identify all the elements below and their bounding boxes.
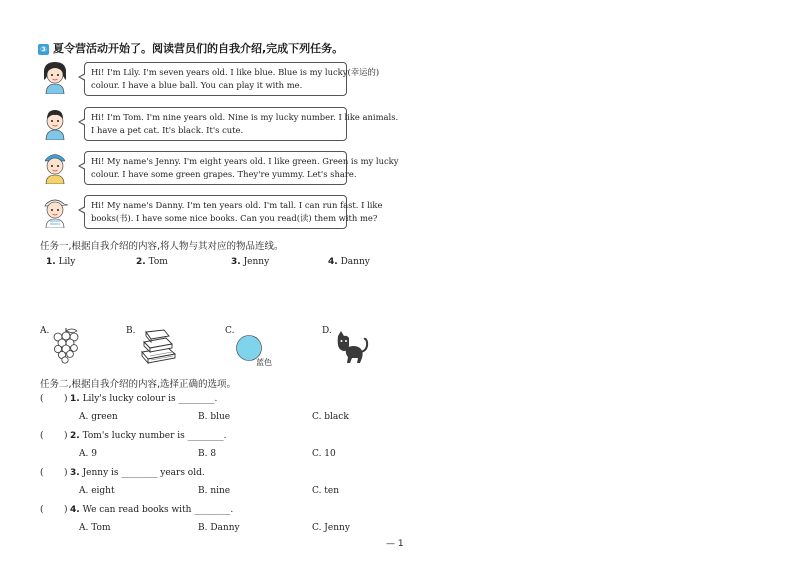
match-name-label: Jenny [243, 257, 270, 267]
lily-intro-line1: Hi! I'm Lily. I'm seven years old. I like blue. Blue is my lucky(幸运的) [91, 67, 380, 77]
q3-option-c[interactable]: C. ten [312, 486, 340, 496]
question-text: Lily's lucky colour is ________. [82, 394, 218, 404]
q4-option-b[interactable]: B. Danny [198, 523, 240, 533]
lily-intro-bubble [84, 62, 380, 96]
exercise-number-badge: ③ [38, 44, 49, 55]
jenny-intro-line1: Hi! My name's Jenny. I'm eight years old. I like green. Green is my lucky [91, 156, 399, 166]
jenny-intro-line2: colour. I have some green grapes. They're yummy. Let's share. [91, 169, 357, 179]
answer-blank-2[interactable] [48, 431, 64, 442]
item-letter-d: D. [322, 326, 332, 336]
books-icon[interactable] [138, 328, 178, 364]
answer-blank-4[interactable] [48, 505, 64, 516]
question-1 [70, 394, 217, 404]
jenny-intro-bubble [84, 151, 399, 185]
question-3 [70, 468, 205, 478]
task2-title: 任务二,根据自我介绍的内容,选择正确的选项。 [40, 379, 237, 390]
answer-blank-3[interactable] [48, 468, 64, 479]
q3-option-a[interactable]: A. eight [79, 486, 115, 496]
q1-option-a[interactable]: A. green [79, 412, 118, 422]
q1-option-c[interactable]: C. black [312, 412, 349, 422]
answer-bracket-close: ) [64, 431, 68, 441]
page-number: — 1 [386, 539, 404, 549]
answer-blank-1[interactable] [48, 394, 64, 405]
danny-intro-line2: books(书). I have some nice books. Can you read(读) them with me? [91, 213, 378, 223]
q2-option-a[interactable]: A. 9 [79, 449, 97, 459]
question-2 [70, 431, 226, 441]
exercise-instruction: 夏令营活动开始了。阅读营员们的自我介绍,完成下列任务。 [53, 42, 344, 55]
match-name-number: 1. [46, 257, 56, 267]
question-text: Tom's lucky number is ________. [82, 431, 227, 441]
question-text: Jenny is ________ years old. [82, 468, 205, 478]
question-number: 3. [70, 468, 80, 478]
match-name-number: 2. [136, 257, 146, 267]
q3-option-b[interactable]: B. nine [198, 486, 231, 496]
grapes-icon[interactable] [50, 326, 82, 364]
answer-bracket-close: ) [64, 468, 68, 478]
exercise-title [38, 40, 343, 56]
task1-title: 任务一,根据自我介绍的内容,将人物与其对应的物品连线。 [40, 241, 284, 252]
tom-intro-bubble [84, 107, 399, 141]
lily-avatar-icon [40, 60, 70, 94]
ball-caption: 蓝色 [256, 358, 272, 367]
match-name-number: 4. [328, 257, 338, 267]
question-text: We can read books with ________. [82, 505, 234, 515]
danny-intro-bubble [84, 195, 383, 229]
danny-intro-line1: Hi! My name's Danny. I'm ten years old. I'm tall. I can run fast. I like [91, 200, 383, 210]
q2-option-b[interactable]: B. 8 [198, 449, 217, 459]
tom-avatar-icon [40, 106, 70, 140]
item-letter-c: C. [225, 326, 235, 336]
answer-bracket-open: ( [40, 431, 44, 441]
match-name-jenny[interactable] [231, 257, 269, 267]
match-name-lily[interactable] [46, 257, 75, 267]
item-letter-a: A. [40, 326, 50, 336]
question-number: 4. [70, 505, 80, 515]
match-name-tom[interactable] [136, 257, 168, 267]
question-number: 1. [70, 394, 80, 404]
tom-intro-line1: Hi! I'm Tom. I'm nine years old. Nine is my lucky number. I like animals. [91, 112, 399, 122]
jenny-avatar-icon [40, 150, 70, 184]
q1-option-b[interactable]: B. blue [198, 412, 231, 422]
answer-bracket-close: ) [64, 394, 68, 404]
answer-bracket-open: ( [40, 505, 44, 515]
match-name-label: Lily [58, 257, 76, 267]
q4-option-a[interactable]: A. Tom [79, 523, 111, 533]
match-name-danny[interactable] [328, 257, 370, 267]
answer-bracket-open: ( [40, 394, 44, 404]
answer-bracket-close: ) [64, 505, 68, 515]
danny-avatar-icon [40, 194, 70, 228]
lily-intro-line2: colour. I have a blue ball. You can play it with me. [91, 80, 303, 90]
black-cat-icon[interactable] [334, 330, 370, 364]
match-name-label: Tom [148, 257, 168, 267]
q4-option-c[interactable]: C. Jenny [312, 523, 350, 533]
answer-bracket-open: ( [40, 468, 44, 478]
q2-option-c[interactable]: C. 10 [312, 449, 336, 459]
question-number: 2. [70, 431, 80, 441]
question-4 [70, 505, 233, 515]
match-name-label: Danny [340, 257, 370, 267]
item-letter-b: B. [126, 326, 136, 336]
match-name-number: 3. [231, 257, 241, 267]
tom-intro-line2: I have a pet cat. It's black. It's cute. [91, 125, 244, 135]
